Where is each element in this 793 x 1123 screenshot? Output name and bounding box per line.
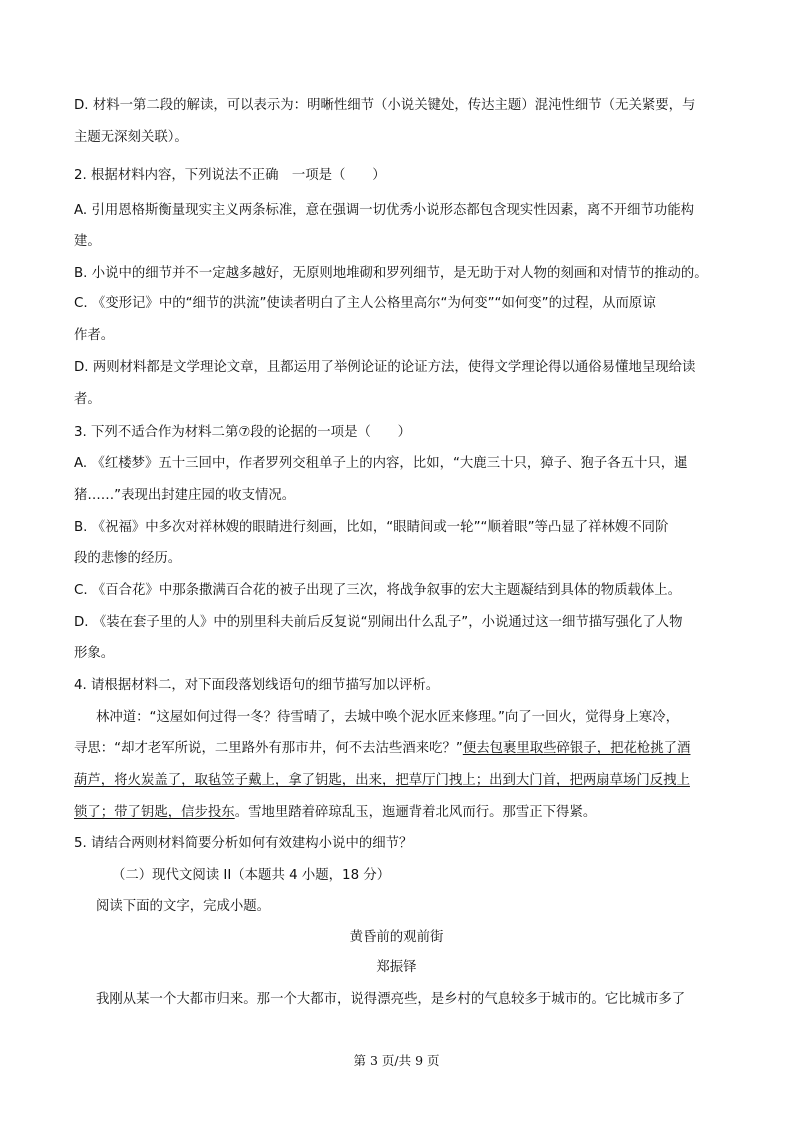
q2-option-a-line2: 建。	[74, 234, 101, 249]
option-d-line2: 主题无深刻关联）。	[74, 130, 188, 145]
q4-passage-line4	[74, 805, 596, 821]
question-3: 3. 下列不适合作为材料二第⑦段的论据的一项是（ ）	[74, 425, 412, 440]
q3-option-a-line1: A. 《红楼梦》五十三回中，作者罗列交租单子上的内容，比如，“大鹿三十只，獐子、狍子各五十只，暹	[74, 456, 688, 471]
q2-option-d-line2: 者。	[74, 392, 101, 407]
q4-passage-line3: 葫芦，将火炭盖了，取毡笠子戴上，拿了钥匙，出来，把草厅门拽上；出到大门首，把两扇草场门反拽上	[74, 773, 690, 788]
q4-passage-plain: 寻思：“却才老军所说，二里路外有那市井，何不去沽些酒来吃？”	[74, 741, 463, 756]
q4-passage-plain-end: 。雪地里踏着碎琼乱玉，迤逦背着北风而行。那雪正下得紧。	[234, 805, 597, 820]
reading-instruction: 阅读下面的文字，完成小题。	[96, 899, 271, 914]
q2-option-d-line1: D. 两则材料都是文学理论文章，且都运用了举例论证的论证方法，使得文学理论得以通俗易懂地呈现给读	[74, 360, 696, 375]
q3-option-d-line2: 形象。	[74, 646, 115, 661]
question-2: 2. 根据材料内容，下列说法不正确 一项是（ ）	[74, 168, 386, 183]
q2-option-b: B. 小说中的细节并不一定越多越好，无原则地堆砌和罗列细节，是无助于对人物的刻画和对情节的推动的。	[74, 266, 708, 281]
q4-passage-line2	[74, 741, 690, 757]
q3-option-b-line1: B. 《祝福》中多次对祥林嫂的眼睛进行刻画，比如，“眼睛间或一轮”“顺着眼”等凸显了祥林嫂不同阶	[74, 520, 669, 535]
q2-option-a-line1: A. 引用恩格斯衡量现实主义两条标准，意在强调一切优秀小说形态都包含现实性因素，离不开细节功能构	[74, 203, 695, 218]
question-5: 5. 请结合两则材料简要分析如何有效建构小说中的细节？	[74, 836, 413, 851]
question-4: 4. 请根据材料二，对下面段落划线语句的细节描写加以评析。	[74, 678, 440, 693]
q3-option-c: C. 《百合花》中那条撒满百合花的被子出现了三次，将战争叙事的宏大主题凝结到具体的物质载体上。	[74, 583, 682, 598]
option-d-line1: D. 材料一第二段的解读，可以表示为：明晰性细节（小说关键处，传达主题）混沌性细节（无关紧要，与	[74, 98, 696, 113]
article-title: 黄昏前的观前街	[349, 930, 444, 945]
page-number: 第 3 页/共 9 页	[353, 1053, 440, 1068]
q4-underlined-sentence-end: 锁了；带了钥匙，信步投东	[74, 805, 235, 820]
q4-underlined-sentence: 便去包裹里取些碎银子，把花枪挑了酒	[462, 741, 691, 756]
article-author: 郑振铎	[376, 960, 417, 975]
q4-passage-line1: 林冲道：“这屋如何过得一冬？待雪晴了，去城中唤个泥水匠来修理。”向了一回火，觉得身上寒冷，	[96, 710, 679, 725]
q3-option-a-line2: 猪……”表现出封建庄园的收支情况。	[74, 488, 296, 503]
q3-option-d-line1: D. 《装在套子里的人》中的别里科夫前后反复说“别闹出什么乱子”，小说通过这一细节描写强化了人物	[74, 615, 683, 630]
q2-option-c-line1: C. 《变形记》中的“细节的洪流”使读者明白了主人公格里高尔“为何变”“如何变”的过程，从而原谅	[74, 296, 656, 311]
q2-option-c-line2: 作者。	[74, 328, 115, 343]
article-body-line1: 我刚从某一个大都市归来。那一个大都市，说得漂亮些，是乡村的气息较多于城市的。它比城市多了	[96, 992, 686, 1007]
section-heading: （二）现代文阅读 II（本题共 4 小题，18 分）	[112, 868, 391, 883]
q3-option-b-line2: 段的悲惨的经历。	[74, 551, 182, 566]
